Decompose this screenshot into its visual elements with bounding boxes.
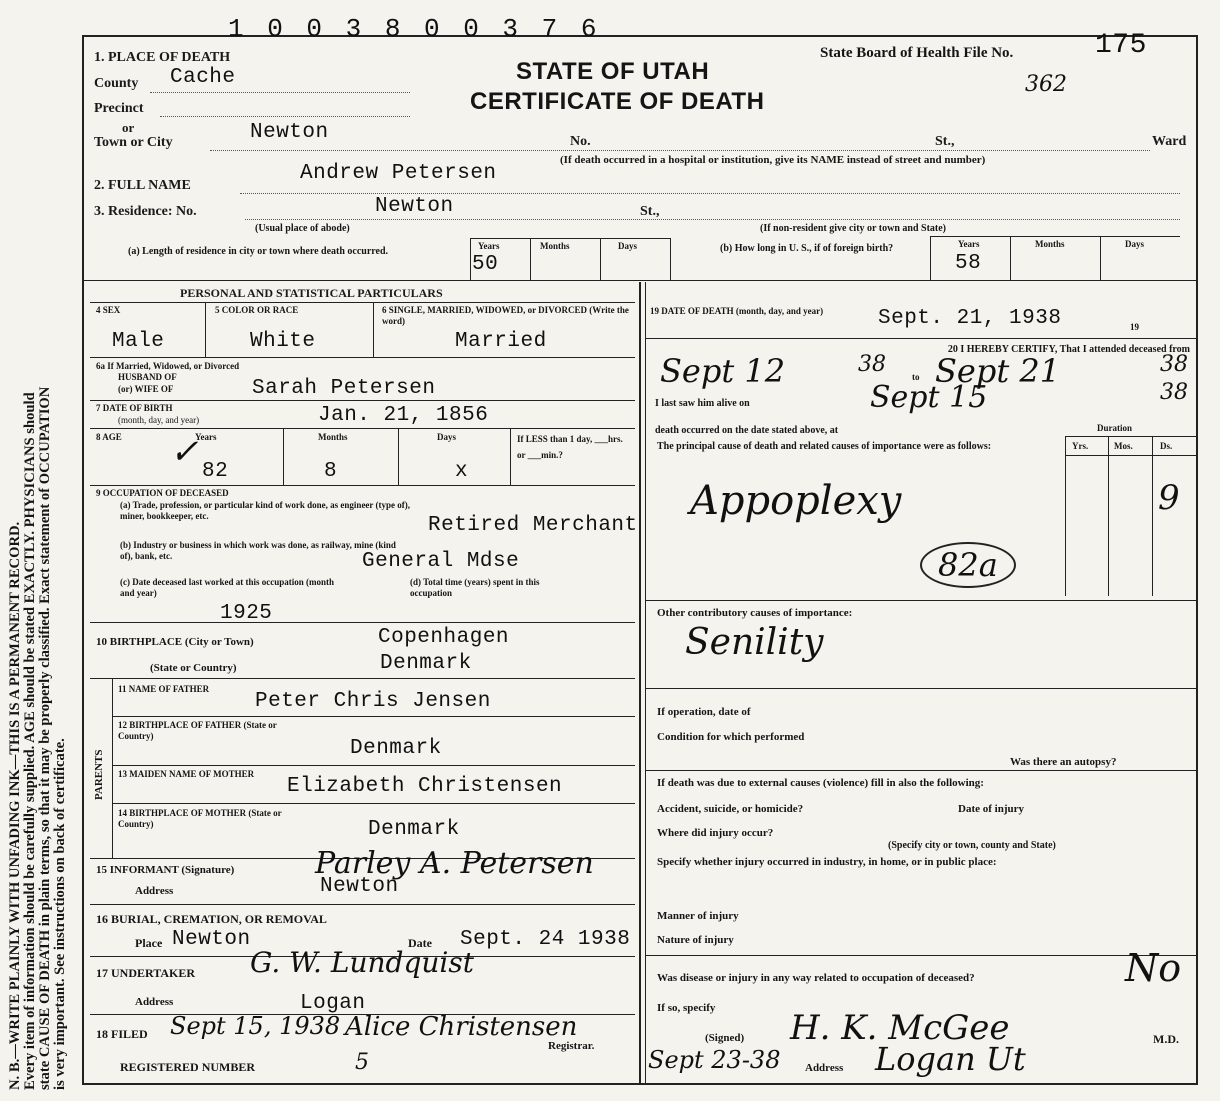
duration-header: Duration bbox=[1097, 423, 1133, 433]
yrs-header: Yrs. bbox=[1072, 441, 1089, 451]
physician-address-label: Address bbox=[805, 1062, 844, 1074]
age-days-header: Days bbox=[437, 432, 457, 442]
age-years: 82 bbox=[202, 460, 229, 483]
residence-years: 50 bbox=[472, 253, 499, 276]
town-value: Newton bbox=[250, 121, 329, 144]
occupation-label: 9 OCCUPATION OF DECEASED bbox=[96, 488, 229, 498]
autopsy-label: Was there an autopsy? bbox=[1010, 756, 1117, 768]
cause-code: 82a bbox=[920, 542, 1016, 588]
age-days: x bbox=[455, 460, 469, 483]
last-saw-year: 38 bbox=[1160, 380, 1188, 405]
undertaker-address-label: Address bbox=[135, 996, 174, 1008]
birthplace-label: 10 BIRTHPLACE (City or Town) bbox=[96, 636, 254, 648]
birthplace-city: Copenhagen bbox=[378, 626, 510, 649]
us-length-label: (b) How long in U. S., if of foreign birth? bbox=[720, 243, 894, 254]
or-label: or bbox=[122, 120, 135, 135]
other-causes-value: Senility bbox=[685, 622, 824, 663]
residence-label: 3. Residence: No. bbox=[94, 204, 197, 219]
full-name-label: 2. FULL NAME bbox=[94, 178, 191, 193]
filed-label: 18 FILED bbox=[96, 1027, 148, 1041]
injury-date-label: Date of injury bbox=[958, 803, 1024, 815]
sex-value: Male bbox=[112, 330, 165, 353]
side-note-line1: N. B.—WRITE PLAINLY WITH UNFADING INK—THIS IS A PERMANENT RECORD. bbox=[7, 521, 23, 1090]
us-years-header: Years bbox=[958, 239, 980, 249]
father-bp-label: 12 BIRTHPLACE OF FATHER (State or Country) bbox=[118, 720, 277, 741]
age-checkmark: ✓ bbox=[170, 432, 199, 472]
other-causes-label: Other contributory causes of importance: bbox=[657, 607, 853, 619]
occupation-value: Retired Merchant bbox=[428, 514, 638, 537]
side-note-line2: Every item of information should be carefully supplied. AGE should be stated EXACTLY. PHYSICIANS should bbox=[22, 392, 38, 1090]
certificate-title: CERTIFICATE OF DEATH bbox=[470, 88, 765, 115]
burial-date: Sept. 24 1938 bbox=[460, 928, 631, 951]
last-saw-label: I last saw him alive on bbox=[655, 398, 750, 409]
father-label: 11 NAME OF FATHER bbox=[118, 684, 210, 694]
side-note-line3: state CAUSE OF DEATH in plain terms, so that it may be properly classified. Exact statement of OCCUPATION bbox=[37, 386, 53, 1090]
accident-label: Accident, suicide, or homicide? bbox=[657, 803, 804, 815]
dob-value: Jan. 21, 1856 bbox=[318, 404, 489, 427]
us-years: 58 bbox=[955, 252, 982, 275]
cause-label: The principal cause of death and related causes of importance were as follows: bbox=[657, 441, 992, 452]
to-label: to bbox=[912, 372, 920, 382]
filed-date: Sept 15, 1938 bbox=[170, 1012, 341, 1040]
mother-label: 13 MAIDEN NAME OF MOTHER bbox=[118, 769, 255, 779]
years-header: Years bbox=[478, 241, 500, 251]
dob-sub: (month, day, and year) bbox=[118, 415, 200, 425]
hospital-note: (If death occurred in a hospital or institution, give its NAME instead of street and number) bbox=[560, 154, 986, 166]
center-divider bbox=[639, 282, 641, 1083]
md-label: M.D. bbox=[1153, 1032, 1179, 1046]
dod-label: 19 DATE OF DEATH (month, day, and year) bbox=[650, 306, 824, 316]
burial-place-label: Place bbox=[135, 936, 163, 950]
parents-label: PARENTS bbox=[93, 749, 105, 800]
nature-label: Nature of injury bbox=[657, 934, 734, 946]
occupation-a-label: (a) Trade, profession, or particular kind of work done, as engineer (type of), miner, bookkeeper, etc. bbox=[120, 500, 410, 521]
attended-from: Sept 12 bbox=[660, 352, 786, 390]
undertaker-address: Logan bbox=[300, 992, 366, 1015]
dob-label: 7 DATE OF BIRTH bbox=[96, 403, 173, 413]
center-divider-2 bbox=[645, 282, 646, 1083]
file-no-label: State Board of Health File No. bbox=[820, 45, 1014, 61]
father-bp-value: Denmark bbox=[350, 737, 442, 760]
mos-header: Mos. bbox=[1114, 441, 1133, 451]
manner-label: Manner of injury bbox=[657, 910, 739, 922]
burial-label: 16 BURIAL, CREMATION, OR REMOVAL bbox=[96, 912, 327, 926]
frame-bottom bbox=[82, 1083, 1196, 1085]
length-residence-label: (a) Length of residence in city or town where death occurred. bbox=[128, 246, 389, 257]
registered-number: 5 bbox=[355, 1050, 369, 1075]
birthplace-country: Denmark bbox=[380, 652, 472, 675]
marital-label: 6 SINGLE, MARRIED, WIDOWED, or DIVORCED (Write the word) bbox=[382, 305, 629, 326]
marital-value: Married bbox=[455, 330, 547, 353]
sex-label: 4 SEX bbox=[96, 305, 121, 315]
age-months: 8 bbox=[324, 460, 338, 483]
occupation-d-label: (d) Total time (years) spent in this occupation bbox=[410, 577, 540, 598]
ds-header: Ds. bbox=[1160, 441, 1173, 451]
signature-date: Sept 23-38 bbox=[648, 1046, 781, 1074]
cause-value: Appoplexy bbox=[690, 478, 902, 524]
ward-label: Ward bbox=[1152, 134, 1187, 149]
undertaker-signature: G. W. Lundquist bbox=[250, 946, 474, 979]
color-value: White bbox=[250, 330, 316, 353]
attended-from-year: 38 bbox=[858, 352, 886, 377]
attended-to: Sept 21 bbox=[935, 352, 1061, 390]
if-so-label: If so, specify bbox=[657, 1002, 716, 1014]
usual-abode-note: (Usual place of abode) bbox=[255, 223, 350, 234]
related-label: Was disease or injury in any way related to occupation of deceased? bbox=[657, 972, 975, 984]
place-of-death-label: 1. PLACE OF DEATH bbox=[94, 50, 231, 65]
occupation-c-label: (c) Date deceased last worked at this occupation (month and year) bbox=[120, 577, 334, 598]
county-label: County bbox=[94, 76, 139, 91]
occurred-label: death occurred on the date stated above, at bbox=[655, 425, 839, 436]
state-title: STATE OF UTAH bbox=[516, 58, 710, 85]
serial-number: 1 0 0 3 8 0 0 3 7 6 bbox=[228, 14, 601, 44]
undertaker-label: 17 UNDERTAKER bbox=[96, 966, 196, 980]
informant-address: Newton bbox=[320, 875, 399, 898]
father-value: Peter Chris Jensen bbox=[255, 690, 491, 713]
frame-right bbox=[1196, 35, 1198, 1085]
registered-number-label: REGISTERED NUMBER bbox=[120, 1060, 256, 1074]
mother-bp-label: 14 BIRTHPLACE OF MOTHER (State or Country) bbox=[118, 808, 282, 829]
header-divider bbox=[82, 280, 1196, 281]
side-note-line4: is very important. See instructions on back of certificate. bbox=[52, 738, 68, 1090]
informant-address-label: Address bbox=[135, 885, 174, 897]
related-value: No bbox=[1125, 946, 1182, 990]
frame-left bbox=[82, 35, 84, 1085]
physician-signature: H. K. McGee bbox=[790, 1008, 1010, 1048]
us-days-header: Days bbox=[1125, 239, 1145, 249]
spouse-value: Sarah Petersen bbox=[252, 377, 436, 400]
occupation-b-label: (b) Industry or business in which work was done, as railway, mine (kind of), bank, etc. bbox=[120, 540, 396, 561]
spouse-label-1: 6a If Married, Widowed, or Divorced bbox=[96, 361, 240, 371]
personal-heading: PERSONAL AND STATISTICAL PARTICULARS bbox=[180, 286, 443, 300]
last-worked-value: 1925 bbox=[220, 602, 273, 625]
file-no-value: 175 bbox=[1095, 30, 1147, 61]
dod-value: Sept. 21, 1938 bbox=[878, 307, 1062, 330]
dod-century: 19 bbox=[1130, 322, 1139, 332]
nonresident-note: (If non-resident give city or town and State) bbox=[760, 223, 947, 234]
precinct-label: Precinct bbox=[94, 101, 144, 116]
color-label: 5 COLOR OR RACE bbox=[215, 305, 299, 315]
residence-value: Newton bbox=[375, 195, 454, 218]
town-label: Town or City bbox=[94, 135, 173, 150]
external-causes-label: If death was due to external causes (violence) fill in also the following: bbox=[657, 777, 984, 789]
less-than-day-label: If LESS than 1 day, ___hrs. or ___min.? bbox=[517, 434, 623, 460]
us-months-header: Months bbox=[1035, 239, 1065, 249]
informant-label: 15 INFORMANT (Signature) bbox=[96, 864, 235, 876]
condition-label: Condition for which performed bbox=[657, 731, 805, 743]
burial-date-label: Date bbox=[408, 936, 432, 950]
physician-address: Logan Ut bbox=[875, 1040, 1026, 1078]
operation-label: If operation, date of bbox=[657, 706, 751, 718]
certify-label: 20 I HEREBY CERTIFY, That I attended deceased from bbox=[947, 344, 1190, 355]
registrar-label: Registrar. bbox=[548, 1040, 595, 1052]
days-header: Days bbox=[618, 241, 638, 251]
residence-st-label: St., bbox=[640, 204, 660, 219]
where-injury-label: Where did injury occur? bbox=[657, 827, 774, 839]
spouse-label-2: HUSBAND OF bbox=[118, 372, 177, 382]
spouse-label-3: (or) WIFE OF bbox=[118, 384, 174, 394]
st-label: St., bbox=[935, 134, 955, 149]
full-name-value: Andrew Petersen bbox=[300, 162, 497, 185]
burial-place: Newton bbox=[172, 928, 251, 951]
industry-value: General Mdse bbox=[362, 550, 520, 573]
mother-value: Elizabeth Christensen bbox=[287, 775, 563, 798]
registrar-signature: Alice Christensen bbox=[345, 1012, 578, 1042]
cause-duration-days: 9 bbox=[1158, 478, 1180, 518]
file-no-secondary: 362 bbox=[1025, 72, 1067, 97]
attended-to-year: 38 bbox=[1160, 352, 1188, 377]
specify-city-note: (Specify city or town, county and State) bbox=[888, 840, 1056, 851]
signed-label: (Signed) bbox=[705, 1032, 745, 1044]
age-label: 8 AGE bbox=[96, 432, 122, 442]
no-label: No. bbox=[570, 134, 591, 149]
side-instructions bbox=[8, 387, 68, 1090]
months-header: Months bbox=[540, 241, 570, 251]
mother-bp-value: Denmark bbox=[368, 818, 460, 841]
last-saw-date: Sept 15 bbox=[870, 380, 988, 415]
age-months-header: Months bbox=[318, 432, 348, 442]
county-value: Cache bbox=[170, 66, 236, 89]
informant-signature: Parley A. Petersen bbox=[315, 846, 594, 881]
age-years-header: Years bbox=[195, 432, 217, 442]
birthplace-state-label: (State or Country) bbox=[150, 662, 237, 674]
specify-industry-label: Specify whether injury occurred in industry, in home, or in public place: bbox=[657, 856, 997, 868]
